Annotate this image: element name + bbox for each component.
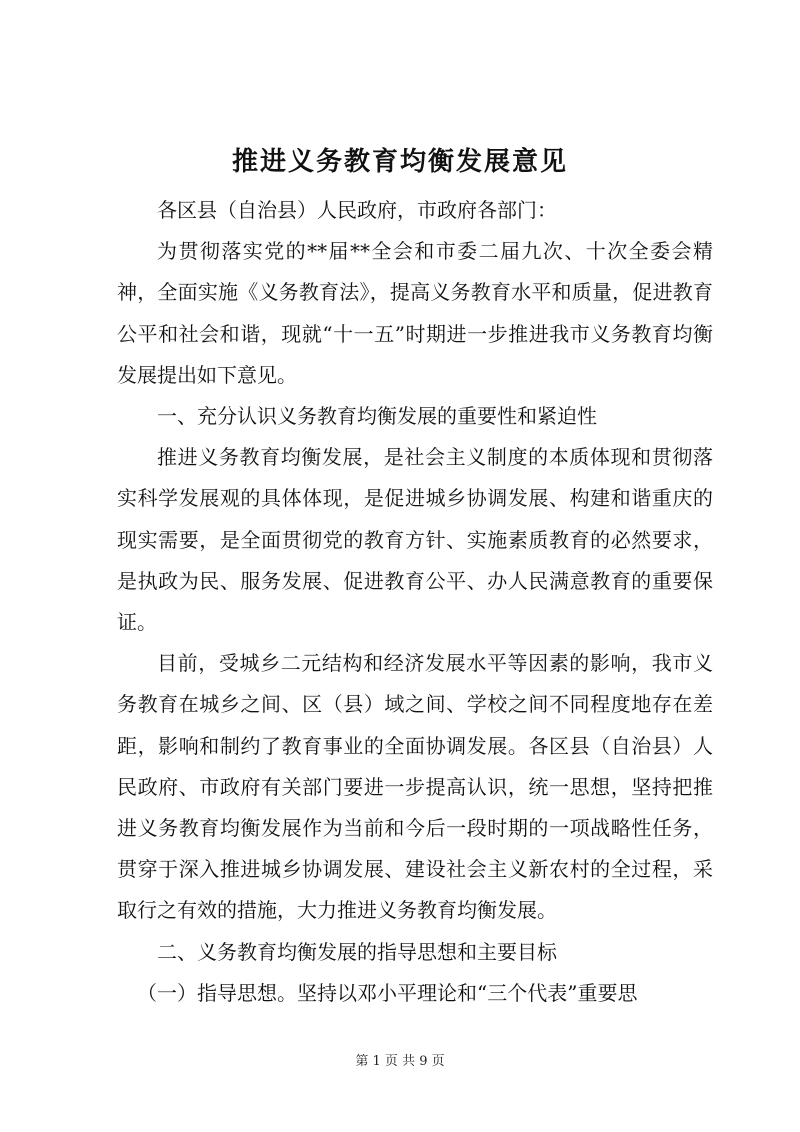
document-title: 推进义务教育均衡发展意见 bbox=[231, 147, 568, 177]
salutation-paragraph: 各区县（自治县）人民政府，市政府各部门： bbox=[157, 198, 557, 222]
body-paragraph: 推进义务教育均衡发展，是社会主义制度的本质体现和贯彻落实科学发展观的具体体现，是促进城乡协调发展、构建和谐重庆的现实需要，是全面贯彻党的教育方针、实施素质教育的必然要求，是执政为民、服务发展、促进教育公平、办人民满意教育的重要保证。 bbox=[117, 445, 713, 635]
page-footer: 第 1 页 共 9 页 bbox=[355, 1054, 445, 1069]
body-paragraph: 目前，受城乡二元结构和经济发展水平等因素的影响，我市义务教育在城乡之间、区（县）域之间、学校之间不同程度地存在差距，影响和制约了教育事业的全面协调发展。各区县（自治县）人民政府、市政府有关部门要进一步提高认识，统一思想，坚持把推进义务教育均衡发展作为当前和今后一段时期的一项战略性任务，贯穿于深入推进城乡协调发展、建设社会主义新农村的全过程，采取行之有效的措施，大力推进义务教育均衡发展。 bbox=[117, 651, 713, 923]
body-paragraph: （一）指导思想。坚持以邓小平理论和“三个代表”重要思 bbox=[137, 980, 638, 1005]
document-body bbox=[117, 190, 713, 1014]
intro-paragraph: 为贯彻落实党的**届**全会和市委二届九次、十次全委会精神，全面实施《义务教育法》，提高义务教育水平和质量，促进教育公平和社会和谐，现就“十一五”时期进一步推进我市义务教育均衡发展提出如下意见。 bbox=[117, 239, 713, 387]
section-heading-2: 二、义务教育均衡发展的指导思想和主要目标 bbox=[157, 939, 557, 964]
section-heading-1: 一、充分认识义务教育均衡发展的重要性和紧迫性 bbox=[157, 404, 597, 429]
